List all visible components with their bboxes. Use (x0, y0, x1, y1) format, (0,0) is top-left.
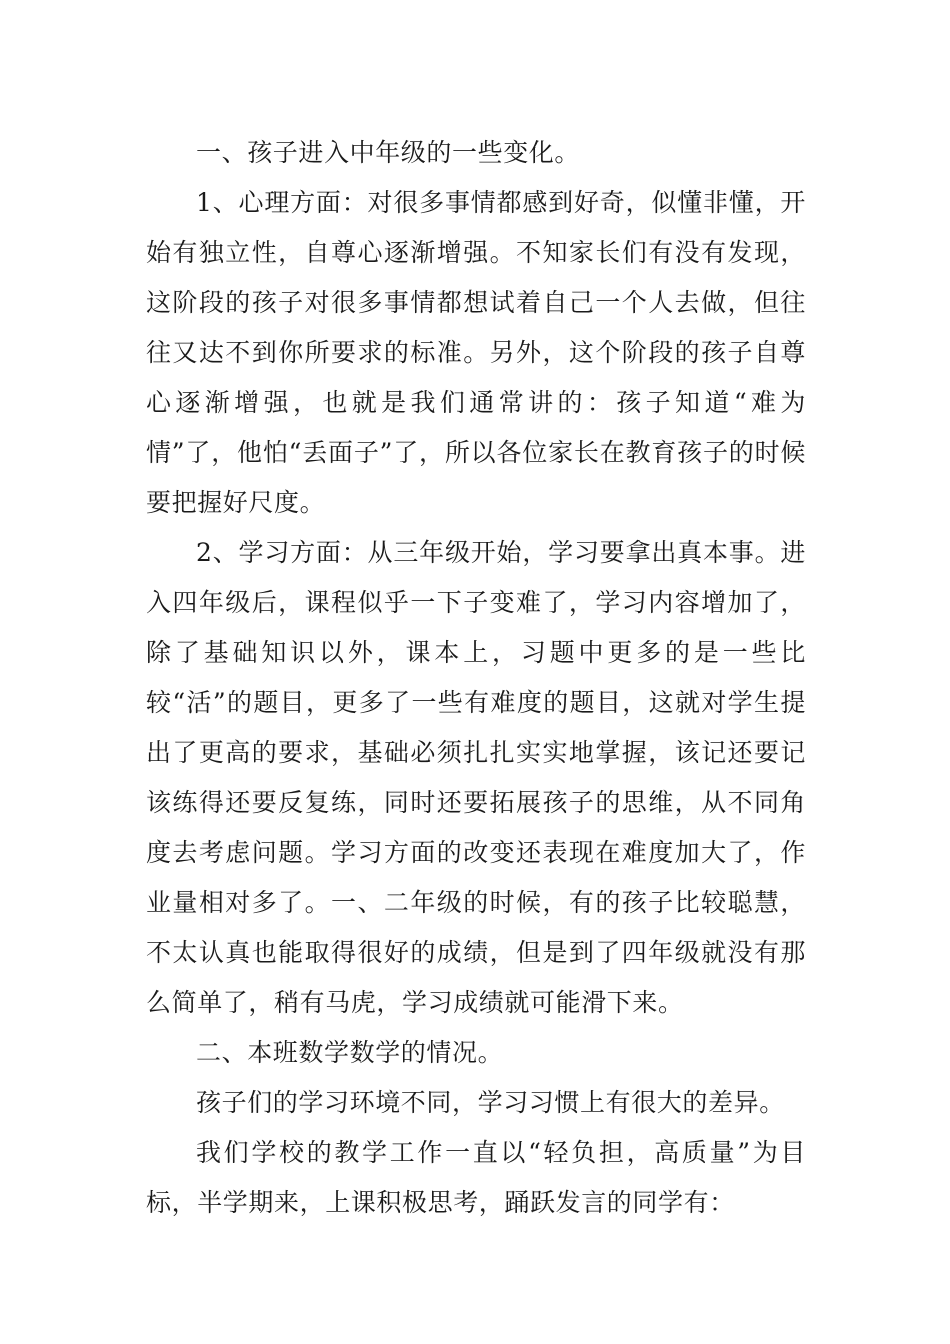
paragraph-study: 2、学习方面：从三年级开始，学习要拿出真本事。进入四年级后，课程似乎一下子变难了，学习内容增加了，除了基础知识以外，课本上，习题中更多的是一些比较“活”的题目，更多了一些有难度的题目，这就对学生提出了更高的要求，基础必须扎扎实实地掌握，该记还要记该练得还要反复练，同时还要拓展孩子的思维，从不同角度去考虑问题。学习方面的改变还表现在难度加大了，作业量相对多了。一、二年级的时候，有的孩子比较聪慧，不太认真也能取得很好的成绩，但是到了四年级就没有那么简单了，稍有马虎，学习成绩就可能滑下来。 (146, 538, 806, 1017)
paragraph-psychology: 1、心理方面：对很多事情都感到好奇，似懂非懂，开始有独立性，自尊心逐渐增强。不知家长们有没有发现，这阶段的孩子对很多事情都想试着自己一个人去做，但往往又达不到你所要求的标准。另外，这个阶段的孩子自尊心逐渐增强，也就是我们通常讲的：孩子知道“难为情”了，他怕“丢面子”了，所以各位家长在教育孩子的时候要把握好尺度。 (146, 188, 806, 517)
section-heading-1: 一、孩子进入中年级的一些变化。 (196, 138, 581, 167)
section-heading-2: 二、本班数学数学的情况。 (196, 1038, 504, 1067)
paragraph-school-goal: 我们学校的教学工作一直以“轻负担，高质量”为目标，半学期来，上课积极思考，踊跃发言的同学有： (146, 1138, 806, 1217)
document-page (146, 128, 806, 1228)
paragraph-environment: 孩子们的学习环境不同，学习习惯上有很大的差异。 (196, 1088, 785, 1117)
